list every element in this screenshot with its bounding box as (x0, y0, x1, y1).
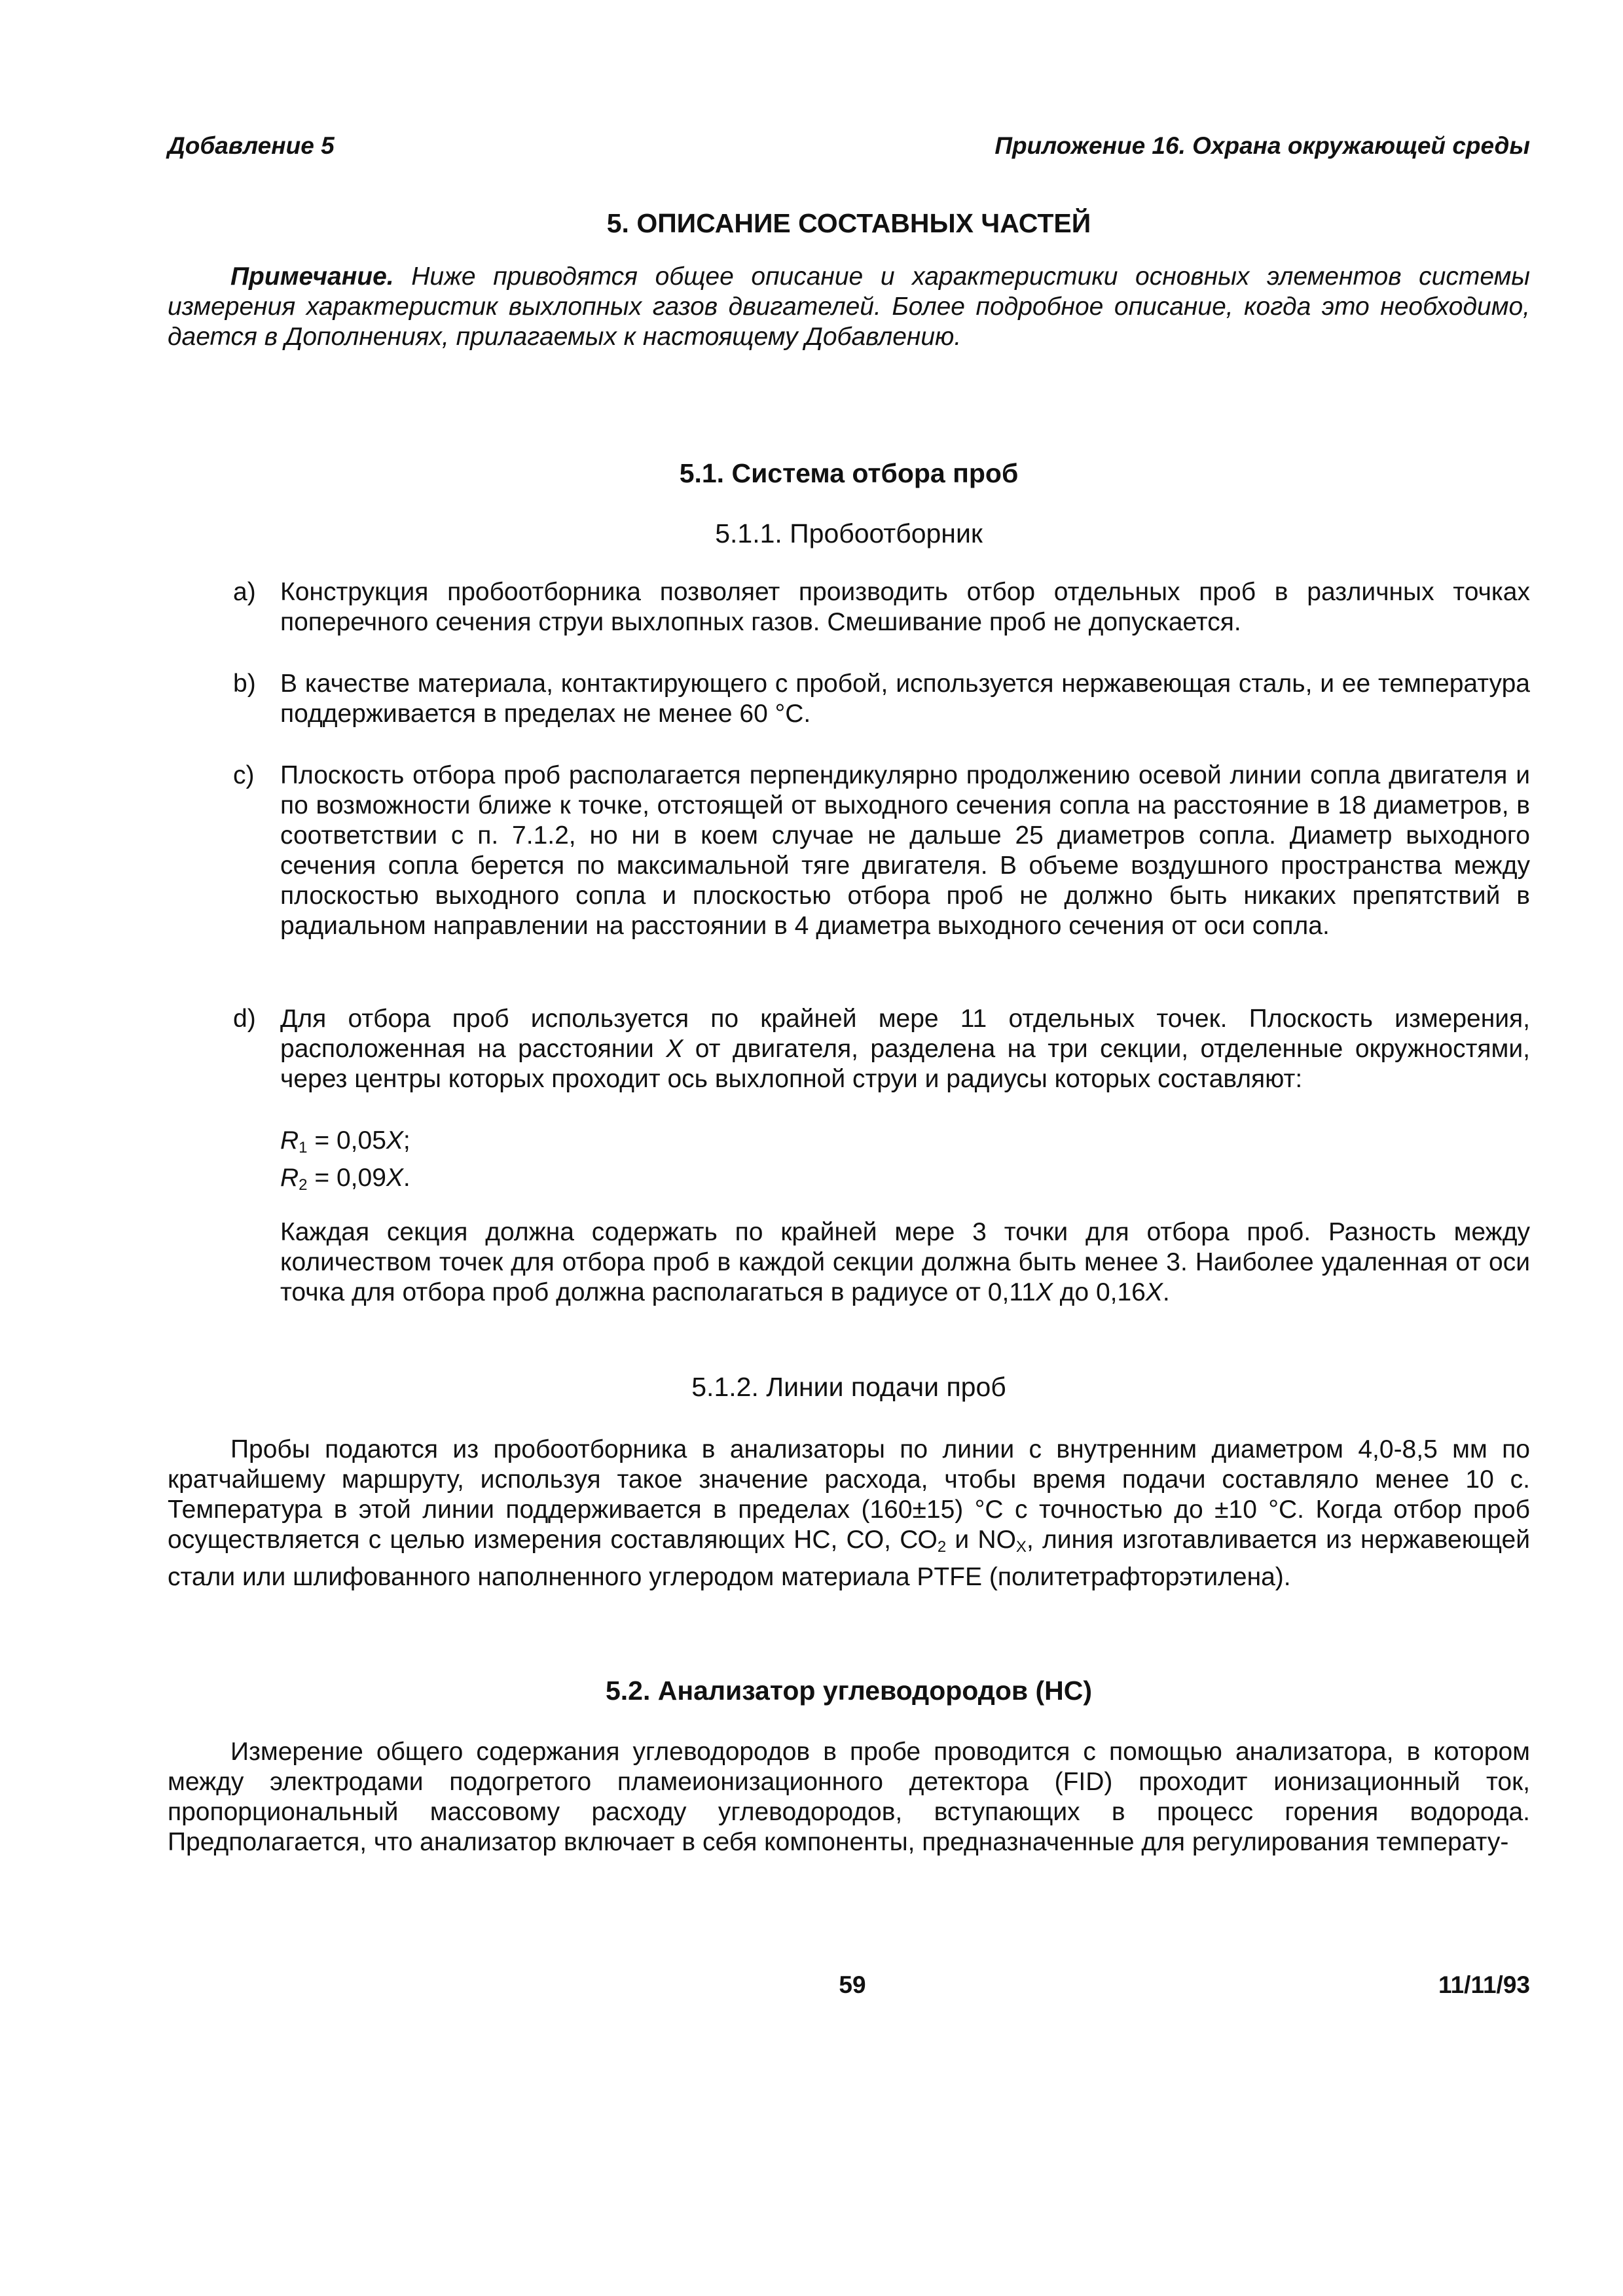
paragraph-5-2: Измерение общего содержания углеводородов в пробе проводится с помощью анализатора, в котором между электродами подогретого пламеионизационного детектора (FID) проходит ионизационный ток, пропорциональный массовому расходу углеводородов, вступающих в процесс горения водорода. Предполагается, что анализатор включает в себя компоненты, предназначенные для регулирования температу- (168, 1738, 1530, 1856)
header-left: Добавление 5 (168, 132, 335, 159)
variable-x: X (666, 1035, 684, 1063)
list-item-text (280, 1004, 1530, 1094)
formula-r1 (280, 1126, 410, 1163)
list-item-text-part: Для отбора проб используется по крайней мере 11 отдельных точек. Плоскость измерения, расположенная на расстоянии (280, 1005, 1530, 1063)
list-item-text: Конструкция пробоотборника позволяет производить отбор отдельных проб в различных точках поперечного сечения струи выхлопных газов. Смешивание проб не допускается. (280, 578, 1530, 636)
formula-value: = 0,09 (307, 1164, 386, 1192)
footer-date: 11/11/93 (1438, 1971, 1530, 1998)
header-right: Приложение 16. Охрана окружающей среды (994, 132, 1530, 159)
list-item-text: Плоскость отбора проб располагается перпендикулярно продолжению осевой линии сопла двигателя и по возможности ближе к точке, отстоящей от выходного сечения сопла на расстояние в 18 диаметров, в соответствии с п. 7.1.2, но ни в коем случае не дальше 25 диаметров сопла. Диаметр выходного сечения сопла берется по максимальной тяге двигателя. В объеме воздушного пространства между плоскостью выходного сопла и плоскостью отбора проб не должно быть никаких препятствий в радиальном направлении на расстоянии в 4 диаметра выходного сечения от оси сопла. (280, 761, 1530, 940)
subsection-title-5-1: 5.1. Система отбора проб (679, 458, 1019, 488)
subscript: 2 (937, 1538, 947, 1556)
section-title: 5. ОПИСАНИЕ СОСТАВНЫХ ЧАСТЕЙ (606, 208, 1091, 238)
formula-x: X (386, 1126, 403, 1155)
formula-var: R (280, 1164, 299, 1192)
formula-sub: 1 (299, 1139, 308, 1157)
formula-var: R (280, 1126, 299, 1155)
formula-sub: 2 (299, 1176, 308, 1194)
text-part: , линия изготавливается из нержавеющей стали или шлифованного наполненного углеродом материала PTFE (политетрафторэтилена). (168, 1526, 1531, 1591)
note-paragraph (168, 262, 1530, 352)
paragraph-5-1-2 (168, 1435, 1530, 1592)
text-part: Каждая секция должна содержать по крайней мере 3 точки для отбора проб. Разность между количеством точек для отбора проб в каждой секции должна быть менее 3. Наиболее удаленная от оси точка для отбора проб должна располагаться в радиусе от 0,11 (280, 1218, 1530, 1306)
list-item-letter: b) (233, 670, 256, 698)
variable-x: X (1035, 1278, 1053, 1306)
list-item-text-part: от двигателя, разделена на три секции, отделенные окружностями, через центры которых проходит ось выхлопной струи и радиусы которых составляют: (280, 1035, 1530, 1093)
text-part: до 0,16 (1052, 1278, 1146, 1306)
formula-end: . (403, 1164, 410, 1192)
formula-x: X (386, 1164, 403, 1192)
formula-value: = 0,05 (307, 1126, 386, 1155)
variable-x: X (1145, 1278, 1163, 1306)
subsection-title-5-1-1: 5.1.1. Пробоотборник (715, 518, 983, 548)
text-part: Пробы подаются из пробоотборника в анализаторы по линии с внутренним диаметром 4,0-8,5 мм по кратчайшему маршруту, используя такое значение расхода, чтобы время подачи составляло менее 10 с. Температура в этой линии поддерживается в пределах (160±15) °С с точностью до ±10 °С. Когда отбор проб осуществляется с целью измерения составляющих НС, СО, СО (168, 1435, 1530, 1554)
text-part: и NO (946, 1526, 1016, 1554)
formula-r2 (280, 1163, 410, 1200)
formula-block (280, 1126, 410, 1200)
subsection-title-5-1-2: 5.1.2. Линии подачи проб (691, 1372, 1006, 1402)
formula-end: ; (403, 1126, 410, 1155)
text-part: . (1162, 1278, 1170, 1306)
page-number: 59 (839, 1971, 866, 1998)
list-item-d-continuation (280, 1217, 1530, 1308)
list-item-letter: a) (233, 578, 256, 606)
subscript: X (1015, 1538, 1027, 1556)
list-item-letter: d) (233, 1005, 256, 1033)
list-item-letter: c) (233, 761, 255, 789)
subsection-title-5-2: 5.2. Анализатор углеводородов (НС) (605, 1676, 1092, 1706)
list-item-text: В качестве материала, контактирующего с пробой, используется нержавеющая сталь, и ее температура поддерживается в пределах не менее 60 °С. (280, 670, 1530, 728)
note-label: Примечание. (230, 262, 394, 291)
note-text: Ниже приводятся общее описание и характеристики основных элементов системы измерения характеристик выхлопных газов двигателей. Более подробное описание, когда это необходимо, дается в Дополнениях, прилагаемых к настоящему Добавлению. (168, 262, 1531, 351)
